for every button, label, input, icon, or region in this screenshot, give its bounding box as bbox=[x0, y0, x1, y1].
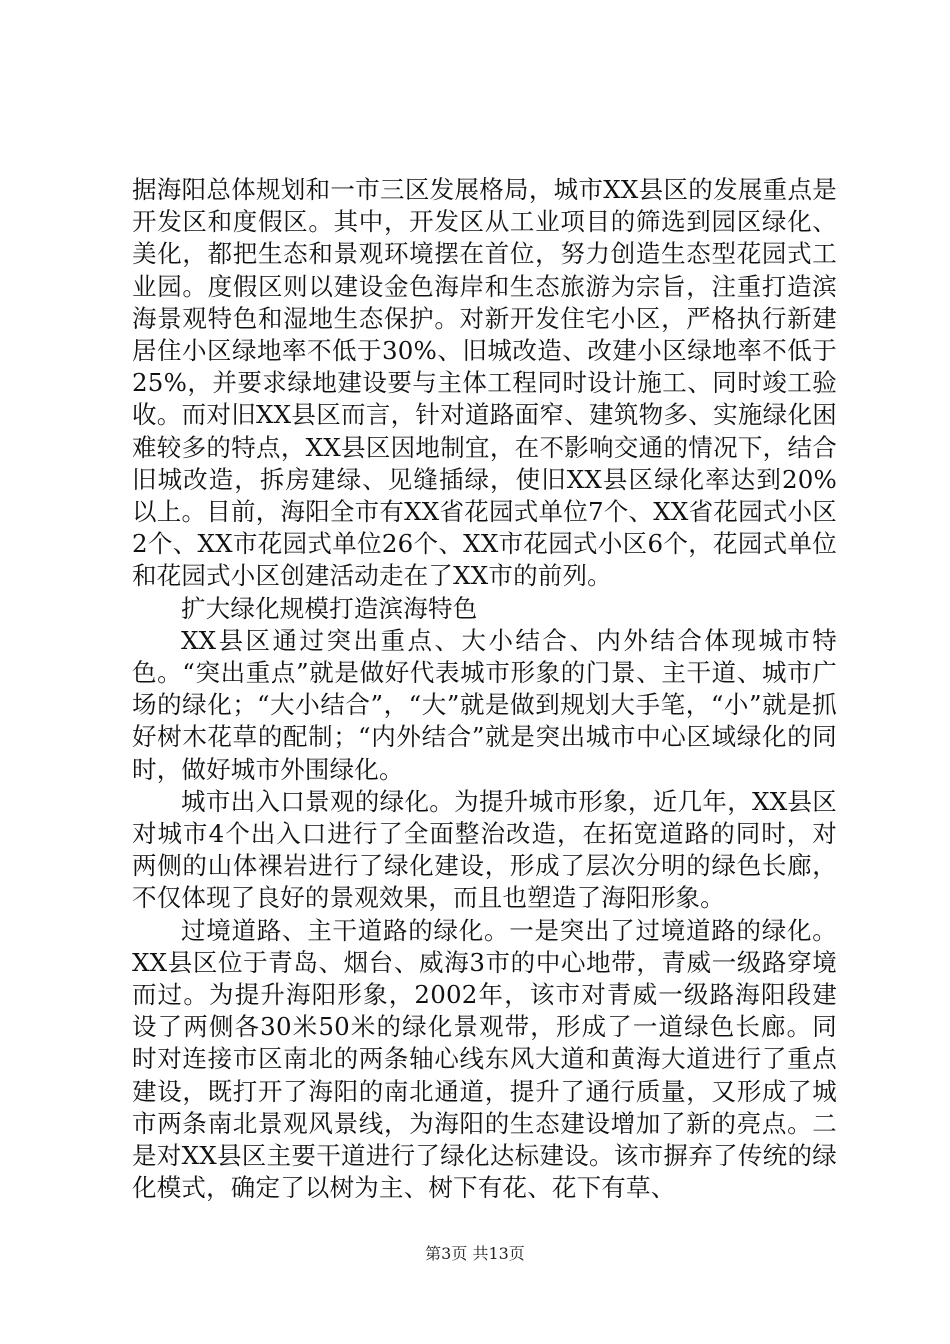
paragraph-city-features: XX县区通过突出重点、大小结合、内外结合体现城市特色。“突出重点”就是做好代表城市形象的门景、主干道、城市广场的绿化；“大小结合”，“大”就是做到规划大手笔，“小”就是抓好树木花草的配制；“内外结合”就是突出城市中心区域绿化的同时，做好城市外围绿化。 bbox=[132, 625, 837, 784]
section-heading: 扩大绿化规模打造滨海特色 bbox=[181, 593, 478, 623]
paragraph-planning: 据海阳总体规划和一市三区发展格局，城市XX县区的发展重点是开发区和度假区。其中，开发区从工业项目的筛选到园区绿化、美化，都把生态和景观环境摆在首位，努力创造生态型花园式工业园。度假区则以建设金色海岸和生态旅游为宗旨，注重打造滨海景观特色和湿地生态保护。对新开发住宅小区，严格执行新建居住小区绿地率不低于30%、旧城改造、改建小区绿地率不低于25%，并要求绿地建设要与主体工程同时设计施工、同时竣工验收。而对旧XX县区而言，针对道路面窄、建筑物多、实施绿化困难较多的特点，XX县区因地制宜，在不影响交通的情况下，结合旧城改造，拆房建绿、见缝插绿，使旧XX县区绿化率达到20%以上。目前，海阳全市有XX省花园式单位7个、XX省花园式小区2个、XX市花园式单位26个、XX市花园式小区6个，花园式单位和花园式小区创建活动走在了XX市的前列。 bbox=[132, 175, 837, 591]
paragraph-entrance-greening: 城市出入口景观的绿化。为提升城市形象，近几年，XX县区对城市4个出入口进行了全面整治改造，在拓宽道路的同时，对两侧的山体裸岩进行了绿化建设，形成了层次分明的绿色长廊，不仅体现了良好的景观效果，而且也塑造了海阳形象。 bbox=[132, 786, 837, 913]
paragraph-road-greening: 过境道路、主干道路的绿化。一是突出了过境道路的绿化。XX县区位于青岛、烟台、威海3市的中心地带，青威一级路穿境而过。为提升海阳形象，2002年，该市对青威一级路海阳段建设了两侧各30米50米的绿化景观带，形成了一道绿色长廊。同时对连接市区南北的两条轴心线东风大道和黄海大道进行了重点建设，既打开了海阳的南北通道，提升了通行质量，又形成了城市两条南北景观风景线，为海阳的生态建设增加了新的亮点。二是对XX县区主要干道进行了绿化达标建设。该市摒弃了传统的绿化模式，确定了以树为主、树下有花、花下有草、 bbox=[132, 915, 837, 1203]
page-footer: 第3页 共13页 bbox=[425, 1244, 525, 1263]
document-body bbox=[132, 174, 837, 1205]
